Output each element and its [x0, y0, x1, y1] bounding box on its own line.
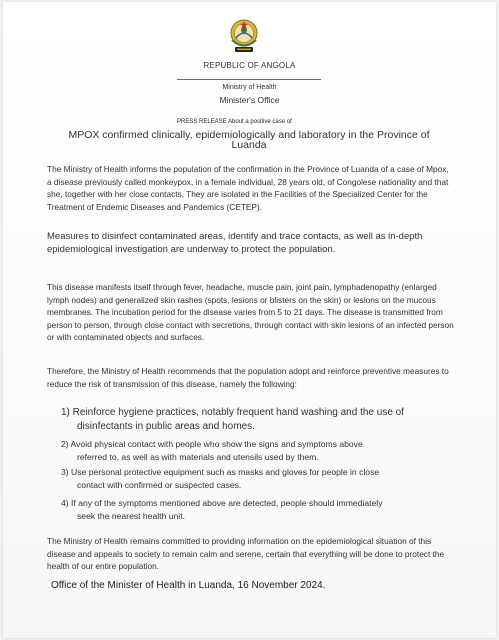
intro-paragraph: The Ministry of Health informs the population of the confirmation in the Province of Luanda of a case of Mpox, a disease previously called monkeypox, in a female individual, 28 years old, of Congolese nationality and that she, together with her close contacts, They are isolated in the Facilities of the Specialized Center for the Treatment of Endemic Diseases and Pandemics (CETEP). [47, 164, 449, 212]
coat-of-arms-icon [229, 18, 259, 56]
list-item [61, 438, 453, 464]
list-item-continuation: referred to, as well as with materials and utensils used by them. [77, 451, 319, 462]
list-item-text: 1) Reinforce hygiene practices, notably frequent hand washing and the use of [61, 407, 404, 418]
list-item-continuation: disinfectants in public areas and homes. [77, 420, 255, 432]
measures-paragraph: Measures to disinfect contaminated areas, identify and trace contacts, as well as in-depth epidemiological investigation are underway to protect the population. [47, 231, 423, 255]
header-divider [177, 79, 321, 80]
list-item-continuation: contact with confirmed or suspected cases. [77, 479, 242, 490]
office-name: Minister's Office [219, 95, 280, 105]
list-item-continuation: seek the nearest health unit. [77, 510, 185, 521]
recommendation-paragraph: Therefore, the Ministry of Health recommends that the population adopt and reinforce preventive measures to reduce the risk of transmission of this disease, namely the following: [47, 366, 449, 389]
ministry-name: Ministry of Health [222, 84, 277, 91]
republic-heading: REPUBLIC OF ANGOLA [203, 61, 296, 70]
list-item [61, 466, 453, 492]
symptoms-paragraph: This disease manifests itself through fever, headache, muscle pain, joint pain, lymphadenopathy (enlarged lymph nodes) and generalized skin rashes (spots, lesions or blisters on the skin) or lesions on the mucous membranes. The incubation period for the disease varies from 5 to 21 days. The disease is transmitted from person to person, through close contact with secretions, through contact with skin lesions of an infected person or with contaminated objects and surfaces. [47, 282, 454, 343]
list-item [61, 406, 453, 433]
list-item-text: 2) Avoid physical contact with people who show the signs and symptoms above [61, 439, 363, 449]
closing-paragraph: The Ministry of Health remains committed to providing information on the epidemiological situation of this disease and appeals to society to remain calm and serene, certain that everything will be done to protect the health of our entire population. [47, 536, 445, 572]
press-release-page [3, 2, 496, 638]
list-item-text: 3) Use personal protective equipment such as masks and gloves for people in close [61, 467, 380, 477]
press-release-label: PRESS RELEASE About a positive case of [177, 119, 292, 125]
document-title: MPOX confirmed clinically, epidemiologically and laboratory in the Province of Luanda [68, 129, 430, 151]
list-item-text: 4) If any of the symptoms mentioned above are detected, people should immediately [61, 498, 383, 508]
list-item [61, 497, 453, 523]
signature-line: Office of the Minister of Health in Luanda, 16 November 2024. [51, 580, 326, 591]
